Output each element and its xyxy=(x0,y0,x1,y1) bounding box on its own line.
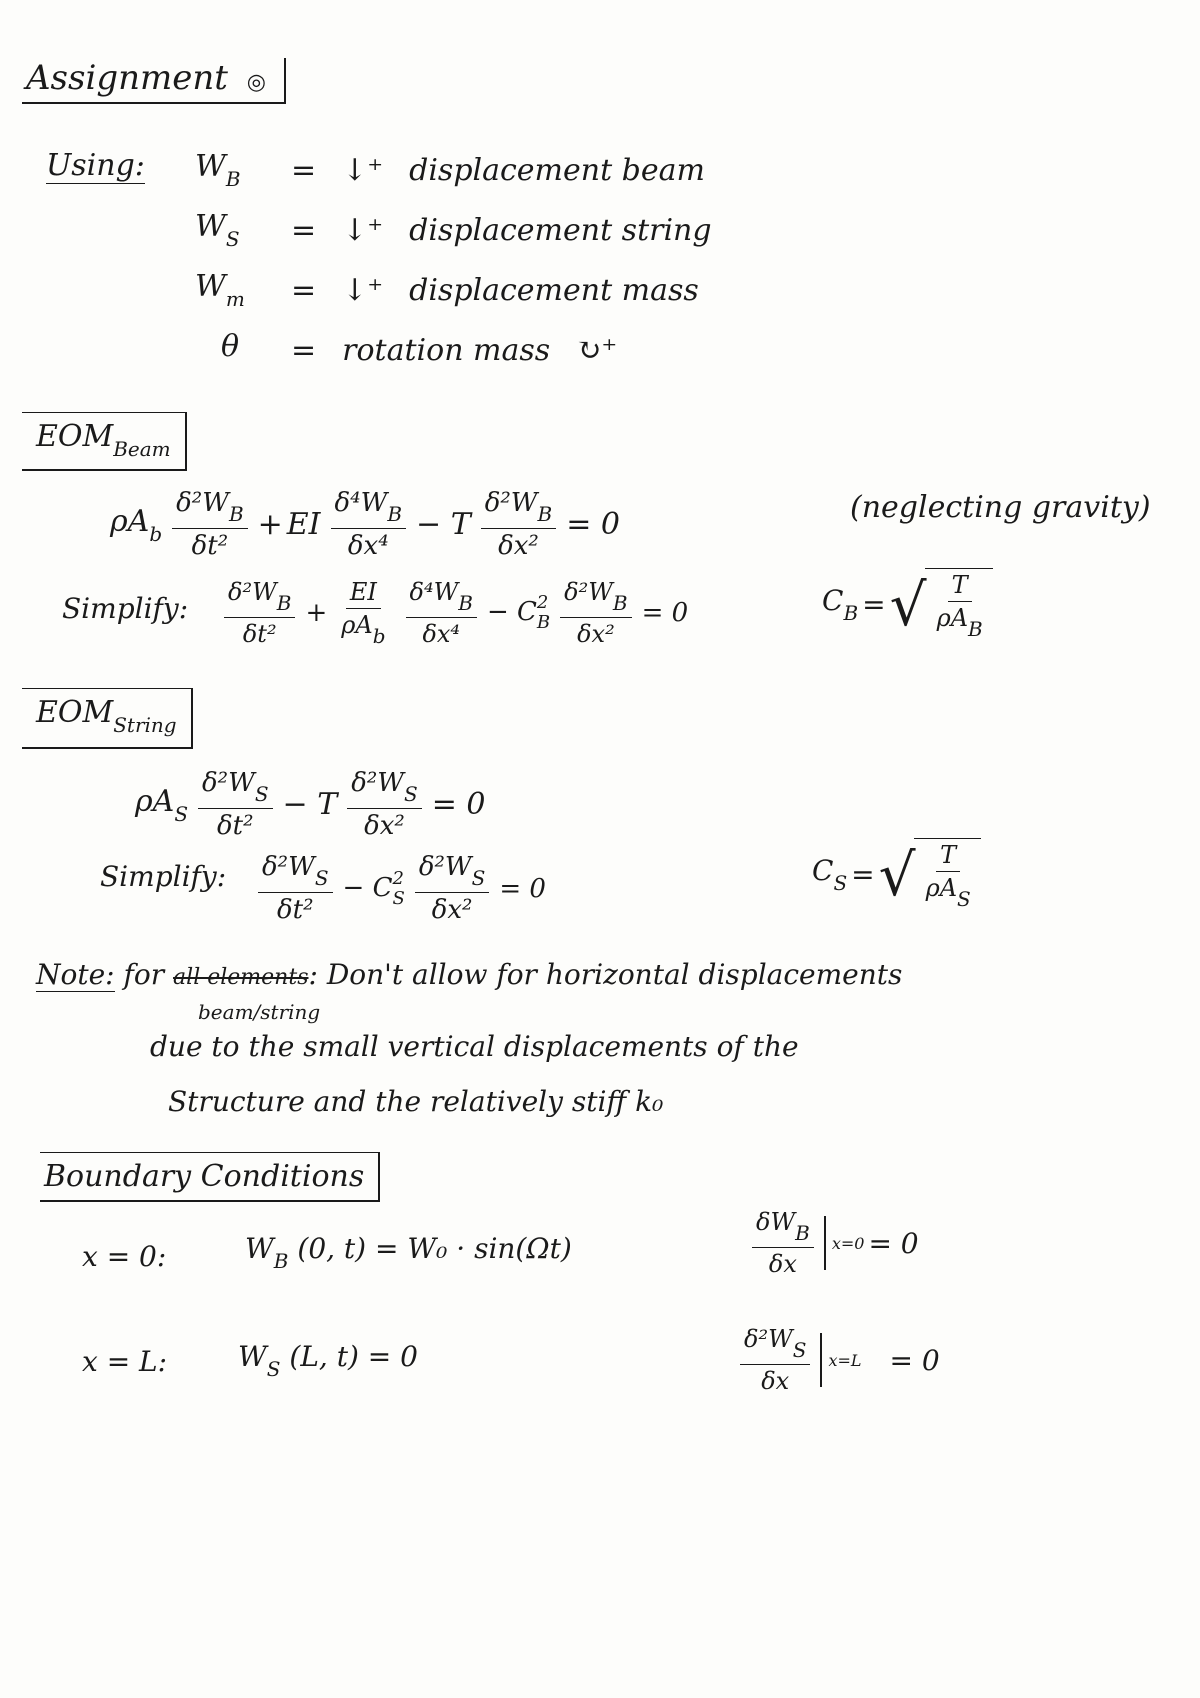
note-line-3: Structure and the relatively stiff k₀ xyxy=(168,1085,664,1118)
definitions-list xyxy=(195,140,712,380)
string-eom-equation: $\rho A_S$ $\frac{\delta^2W_S}{\text{δt²}}$ − T $\frac{\delta^2W_S}{\text{δx²}}$ = 0 xyxy=(135,768,486,841)
bc1-location: x = 0: xyxy=(82,1240,167,1273)
down-arrow-icon: ↓⁺ xyxy=(342,272,384,308)
note-inserted-text: beam/string xyxy=(198,1000,321,1024)
definition-row: $W_S$ = ↓⁺ displacement string xyxy=(195,209,712,251)
boundary-conditions-label: Boundary Conditions xyxy=(40,1152,380,1202)
neglecting-gravity-note: (neglecting gravity) xyxy=(850,490,1151,525)
down-arrow-icon: ↓⁺ xyxy=(342,212,384,248)
beam-eom-equation: $\rho A_b$ $\frac{\delta^2W_B}{\text{δt²}}$ + EI $\frac{\delta^4W_B}{\text{δx⁴}}$ − T $\frac{\delta^2W_B}{\text{δx²}}$ = 0 xyxy=(110,488,621,561)
note-label: Note: xyxy=(36,958,115,991)
bc2-derivative-condition: $\frac{\delta^2W_S}{\delta x}$ x=L = 0 xyxy=(740,1325,940,1395)
note-line-2: due to the small vertical displacements of the xyxy=(150,1030,799,1063)
definition-row: $W_m$ = ↓⁺ displacement mass xyxy=(195,269,699,311)
bc2-location: x = L: xyxy=(82,1345,168,1378)
definition-row: θ = rotation mass ↻⁺ xyxy=(220,329,618,368)
evaluation-bar xyxy=(824,1216,826,1270)
bc2-equation: $W_S$ (L, t) = 0 xyxy=(238,1340,418,1381)
title-text: Assignment xyxy=(26,58,228,98)
down-arrow-icon: ↓⁺ xyxy=(342,152,384,188)
definition-row: $W_B$ = ↓⁺ displacement beam xyxy=(195,149,705,191)
beam-simplified-equation: $\frac{\delta^2W_B}{\text{δt²}}$ + $\frac{EI}{\rho A_b}$ $\frac{\delta^4W_B}{\text{δx⁴}}$ − C 2 B $\frac{\delta^2W_B}{\text{δx²}}$ = 0 xyxy=(218,578,688,648)
assignment-title xyxy=(22,58,286,104)
beam-simplify-label: Simplify: xyxy=(62,592,189,625)
eom-beam-label: $EOM_{Beam}$ xyxy=(22,412,187,471)
string-simplified-equation: $\frac{\delta^2W_S}{\text{δt²}}$ − C 2 S $\frac{\delta^2W_S}{\text{δx²}}$ = 0 xyxy=(252,852,546,925)
bc1-derivative-condition: $\frac{\delta W_B}{\delta x}$ x=0 = 0 xyxy=(752,1208,919,1278)
struck-text: all elements xyxy=(173,965,309,990)
string-wave-speed: $C_S$ = √ $\frac{T}{\rho A_S}$ xyxy=(812,838,981,911)
string-simplify-label: Simplify: xyxy=(100,860,227,893)
note-line-1: Note: for all elements: Don't allow for horizontal displacements xyxy=(36,958,903,991)
using-label: Using: xyxy=(46,148,145,183)
rotation-arrow-icon: ↻⁺ xyxy=(576,332,618,368)
beam-wave-speed: $C_B$ = √ $\frac{T}{\rho A_B}$ xyxy=(822,568,993,641)
assignment-number-mark: ◎ xyxy=(246,70,266,95)
evaluation-bar xyxy=(820,1333,822,1387)
bc1-equation: $W_B$ (0, t) = W₀ · sin(Ωt) xyxy=(245,1232,572,1273)
eom-string-label: $EOM_{String}$ xyxy=(22,688,193,749)
